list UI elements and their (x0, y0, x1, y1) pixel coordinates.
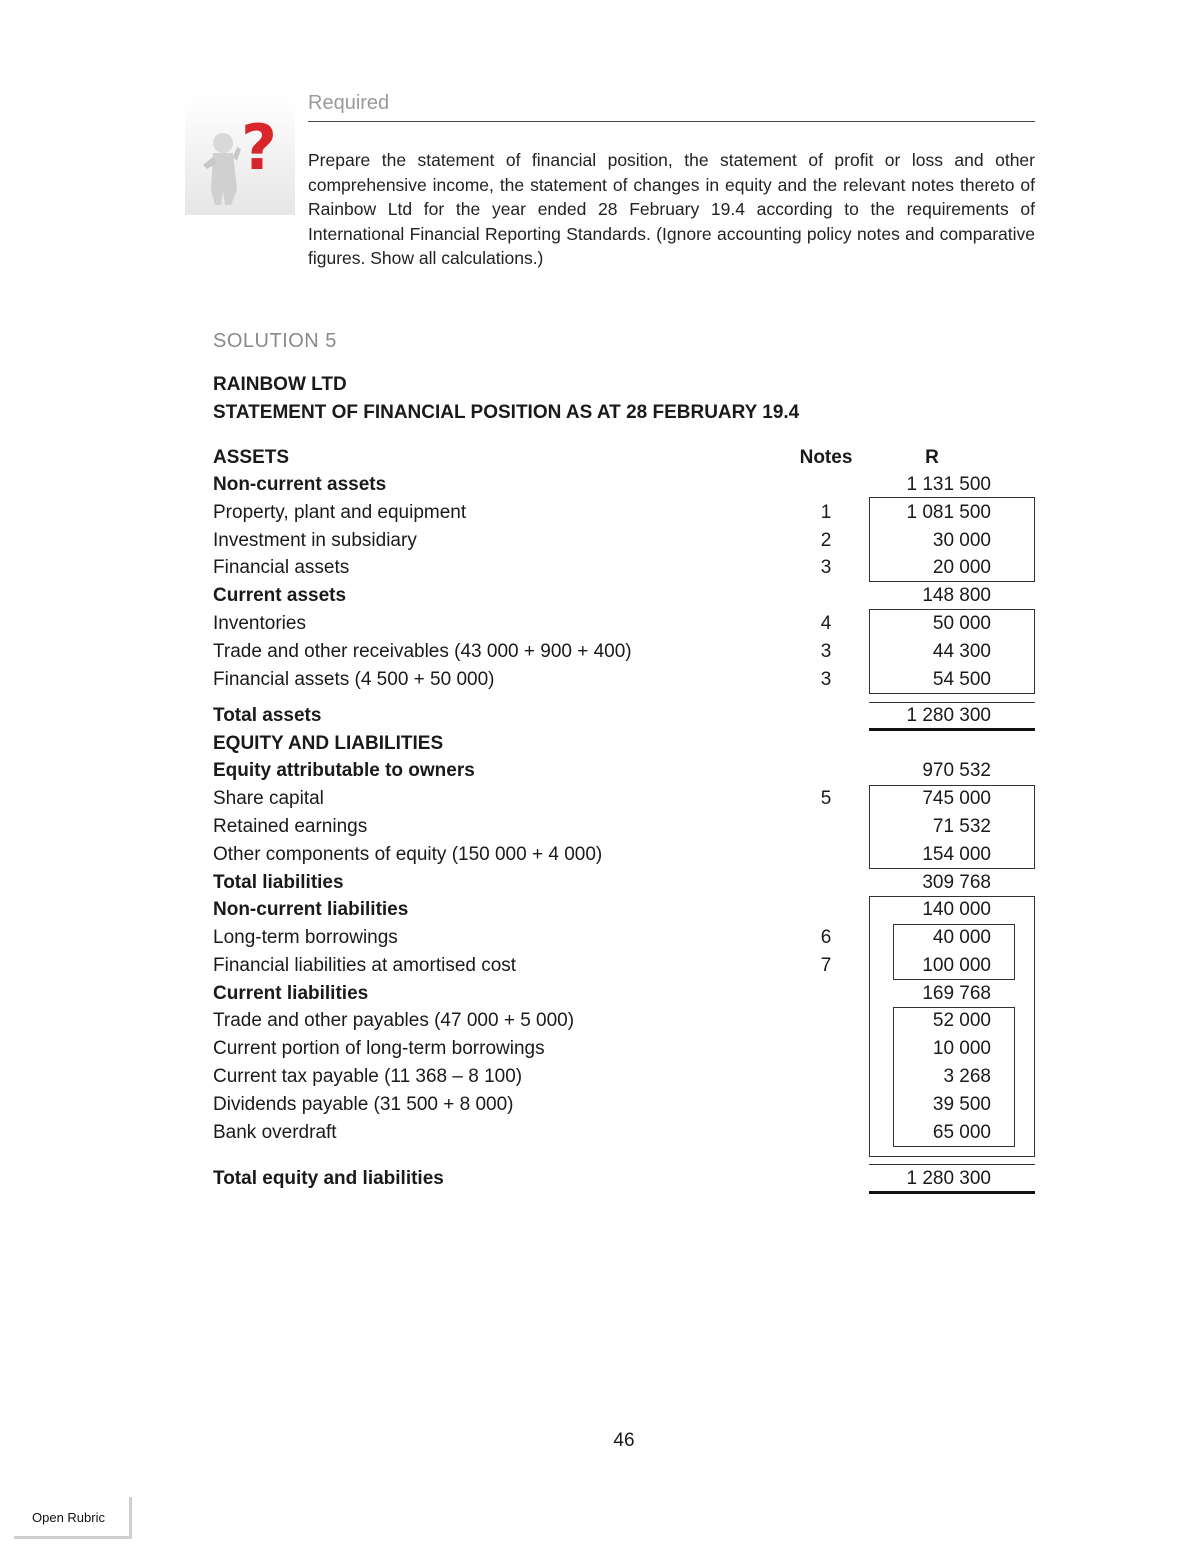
statement-title: STATEMENT OF FINANCIAL POSITION AS AT 28 FEBRUARY 19.4 (213, 402, 800, 423)
open-rubric-button[interactable]: Open Rubric (14, 1497, 132, 1539)
required-heading: Required (308, 92, 390, 114)
total-eq-liab-top-rule (869, 1164, 1035, 1165)
currency-column-header: R (925, 447, 939, 468)
assets-heading: ASSETS (213, 447, 290, 468)
company-name: RAINBOW LTD (213, 374, 347, 395)
solution-title: SOLUTION 5 (213, 330, 337, 352)
total-assets-double-rule (869, 728, 1035, 731)
required-divider (308, 121, 1035, 122)
notes-column-header: Notes (799, 447, 853, 468)
page-number: 46 (613, 1430, 635, 1451)
question-figure-icon (185, 95, 295, 215)
required-instructions: Prepare the statement of financial position, the statement of profit or loss and other comprehensive income, the statement of changes in equity and the relevant notes thereto of Rainbow Ltd for the year ended 28 February 19.4 according to the requirements of International Financial Reporting Standards. (Ignore accounting policy notes and comparative figures. Show all calculations.) (308, 150, 1035, 268)
svg-text:?: ? (241, 111, 277, 184)
total-eq-liab-double-rule (869, 1191, 1035, 1194)
total-assets-top-rule (869, 702, 1035, 703)
